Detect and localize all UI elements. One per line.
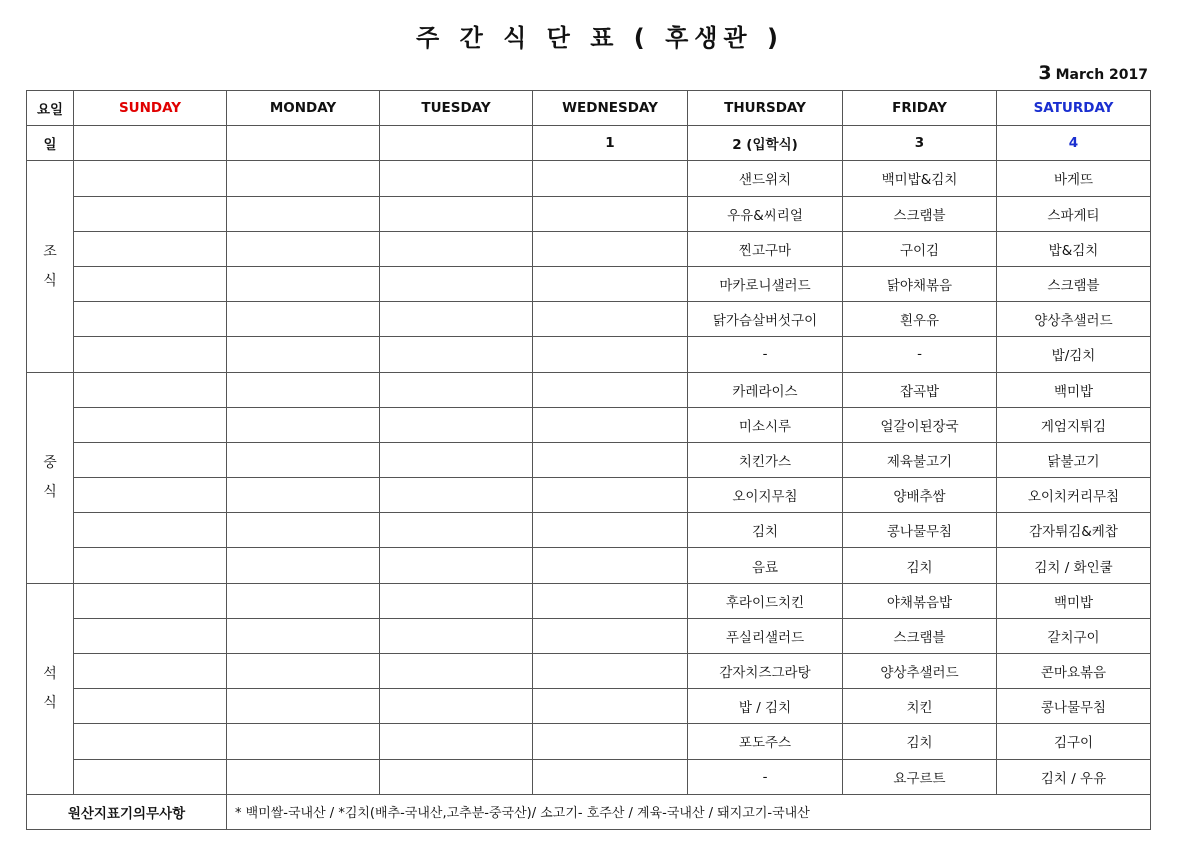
menu-item-cell: [380, 724, 533, 759]
day-saturday: SATURDAY: [997, 91, 1151, 126]
menu-item-cell: 치킨: [843, 689, 997, 724]
menu-item-cell: 양상추샐러드: [843, 654, 997, 689]
menu-item-cell: [74, 478, 227, 513]
menu-item-cell: 밥/김치: [997, 337, 1151, 372]
lunch-row: [27, 513, 1151, 548]
menu-item-cell: [533, 442, 688, 477]
menu-date: [1038, 62, 1148, 84]
menu-item-cell: 백미밥: [997, 372, 1151, 407]
menu-item-cell: [380, 548, 533, 583]
menu-item-cell: [227, 407, 380, 442]
menu-item-cell: [380, 478, 533, 513]
menu-item-cell: [533, 266, 688, 301]
meal-label-top: 조: [43, 243, 57, 260]
dinner-row: [27, 724, 1151, 759]
dinner-row: [27, 654, 1151, 689]
menu-item-cell: [227, 724, 380, 759]
menu-item-cell: [380, 231, 533, 266]
menu-item-cell: [74, 759, 227, 794]
menu-item-cell: [227, 302, 380, 337]
dinner-label: [27, 583, 74, 794]
menu-item-cell: [380, 442, 533, 477]
menu-item-cell: [74, 724, 227, 759]
breakfast-row: [27, 266, 1151, 301]
meal-label-bottom: 식: [43, 272, 57, 289]
meal-label-top: 석: [43, 666, 57, 683]
dinner-row: [27, 583, 1151, 618]
menu-item-cell: [380, 654, 533, 689]
date-cell: 4: [997, 126, 1151, 161]
lunch-row: [27, 372, 1151, 407]
menu-item-cell: 감자치즈그라탕: [688, 654, 843, 689]
menu-item-cell: [227, 372, 380, 407]
menu-item-cell: 야채볶음밥: [843, 583, 997, 618]
menu-item-cell: 김치 / 화인쿨: [997, 548, 1151, 583]
menu-item-cell: 샌드위치: [688, 161, 843, 196]
date-cell: [380, 126, 533, 161]
menu-item-cell: [227, 583, 380, 618]
menu-item-cell: [380, 583, 533, 618]
menu-item-cell: [74, 337, 227, 372]
menu-item-cell: 닭가슴살버섯구이: [688, 302, 843, 337]
date-day: 3: [1038, 62, 1052, 84]
menu-item-cell: 김치 / 우유: [997, 759, 1151, 794]
date-month-year: March 2017: [1055, 67, 1148, 83]
menu-item-cell: 밥&김치: [997, 231, 1151, 266]
menu-item-cell: -: [688, 337, 843, 372]
breakfast-row: [27, 231, 1151, 266]
menu-item-cell: 우유&씨리얼: [688, 196, 843, 231]
lunch-label: [27, 372, 74, 583]
menu-item-cell: 김치: [688, 513, 843, 548]
day-wednesday: WEDNESDAY: [533, 91, 688, 126]
lunch-row: [27, 548, 1151, 583]
page-title: 주 간 식 단 표 ( 후생관 ): [416, 24, 784, 52]
menu-item-cell: [227, 689, 380, 724]
menu-item-cell: 요구르트: [843, 759, 997, 794]
dinner-row: [27, 759, 1151, 794]
menu-item-cell: [227, 759, 380, 794]
menu-item-cell: [74, 583, 227, 618]
menu-item-cell: -: [688, 759, 843, 794]
menu-item-cell: [533, 372, 688, 407]
menu-item-cell: 바게뜨: [997, 161, 1151, 196]
menu-item-cell: [227, 161, 380, 196]
date-cell: 3: [843, 126, 997, 161]
menu-item-cell: [74, 654, 227, 689]
menu-item-cell: [380, 759, 533, 794]
menu-item-cell: 스파게티: [997, 196, 1151, 231]
menu-item-cell: 마카로니샐러드: [688, 266, 843, 301]
menu-item-cell: 콘마요볶음: [997, 654, 1151, 689]
menu-item-cell: 양배추쌈: [843, 478, 997, 513]
menu-item-cell: 포도주스: [688, 724, 843, 759]
date-cell: 1: [533, 126, 688, 161]
date-cell: [74, 126, 227, 161]
menu-item-cell: [74, 442, 227, 477]
menu-item-cell: [533, 724, 688, 759]
menu-item-cell: [533, 618, 688, 653]
menu-item-cell: [227, 513, 380, 548]
menu-item-cell: 닭야채볶음: [843, 266, 997, 301]
menu-item-cell: 콩나물무침: [843, 513, 997, 548]
day-friday: FRIDAY: [843, 91, 997, 126]
menu-item-cell: 김구이: [997, 724, 1151, 759]
menu-item-cell: [74, 266, 227, 301]
weekly-menu-table: [26, 90, 1151, 830]
menu-item-cell: 미소시루: [688, 407, 843, 442]
weekday-header-row: [27, 91, 1151, 126]
origin-footer-row: [27, 794, 1151, 829]
menu-item-cell: [533, 689, 688, 724]
origin-label: 원산지표기의무사항: [27, 794, 227, 829]
menu-item-cell: 스크램블: [997, 266, 1151, 301]
menu-item-cell: 양상추샐러드: [997, 302, 1151, 337]
menu-item-cell: [74, 548, 227, 583]
menu-item-cell: 김치: [843, 548, 997, 583]
menu-item-cell: [227, 478, 380, 513]
menu-item-cell: [533, 548, 688, 583]
menu-item-cell: 밥 / 김치: [688, 689, 843, 724]
menu-item-cell: 구이김: [843, 231, 997, 266]
menu-item-cell: 푸실리샐러드: [688, 618, 843, 653]
date-cell: 2 (입학식): [688, 126, 843, 161]
menu-item-cell: [227, 266, 380, 301]
lunch-row: [27, 407, 1151, 442]
menu-item-cell: 오이치커리무침: [997, 478, 1151, 513]
menu-item-cell: 찐고구마: [688, 231, 843, 266]
menu-item-cell: [533, 759, 688, 794]
breakfast-row: [27, 337, 1151, 372]
menu-item-cell: [74, 689, 227, 724]
date-cell: [227, 126, 380, 161]
menu-item-cell: [380, 513, 533, 548]
day-sunday: SUNDAY: [74, 91, 227, 126]
menu-item-cell: 얼갈이된장국: [843, 407, 997, 442]
menu-item-cell: 스크램블: [843, 196, 997, 231]
menu-item-cell: [380, 372, 533, 407]
menu-item-cell: 오이지무침: [688, 478, 843, 513]
menu-item-cell: [227, 231, 380, 266]
menu-item-cell: 제육불고기: [843, 442, 997, 477]
menu-item-cell: 백미밥: [997, 583, 1151, 618]
menu-item-cell: [74, 302, 227, 337]
menu-item-cell: [533, 478, 688, 513]
date-label: 일: [27, 126, 74, 161]
breakfast-row: [27, 196, 1151, 231]
lunch-row: [27, 442, 1151, 477]
origin-text: * 백미쌀-국내산 / *김치(배추-국내산,고추분-중국산)/ 소고기- 호주산 / 계육-국내산 / 돼지고기-국내산: [227, 794, 1151, 829]
menu-item-cell: [227, 196, 380, 231]
menu-item-cell: [74, 161, 227, 196]
menu-item-cell: 잡곡밥: [843, 372, 997, 407]
menu-item-cell: [380, 161, 533, 196]
menu-item-cell: [533, 196, 688, 231]
breakfast-label: [27, 161, 74, 372]
day-monday: MONDAY: [227, 91, 380, 126]
menu-item-cell: [380, 302, 533, 337]
menu-item-cell: [380, 618, 533, 653]
menu-item-cell: 백미밥&김치: [843, 161, 997, 196]
meal-label-bottom: 식: [43, 484, 57, 501]
menu-item-cell: 갈치구이: [997, 618, 1151, 653]
menu-item-cell: [74, 231, 227, 266]
date-row: [27, 126, 1151, 161]
menu-item-cell: [227, 442, 380, 477]
menu-item-cell: 감자튀김&케찹: [997, 513, 1151, 548]
menu-item-cell: [227, 548, 380, 583]
menu-item-cell: 후라이드치킨: [688, 583, 843, 618]
meal-label-bottom: 식: [43, 695, 57, 712]
menu-item-cell: [74, 372, 227, 407]
lunch-row: [27, 478, 1151, 513]
menu-item-cell: [533, 161, 688, 196]
weekday-label: 요일: [27, 91, 74, 126]
menu-item-cell: -: [843, 337, 997, 372]
menu-item-cell: [533, 654, 688, 689]
menu-item-cell: 닭불고기: [997, 442, 1151, 477]
menu-item-cell: 카레라이스: [688, 372, 843, 407]
menu-item-cell: [533, 513, 688, 548]
menu-item-cell: [74, 513, 227, 548]
dinner-row: [27, 689, 1151, 724]
menu-item-cell: 흰우유: [843, 302, 997, 337]
menu-item-cell: [74, 618, 227, 653]
menu-item-cell: 스크램블: [843, 618, 997, 653]
menu-item-cell: [533, 583, 688, 618]
menu-item-cell: [227, 337, 380, 372]
menu-item-cell: [74, 196, 227, 231]
menu-item-cell: 김치: [843, 724, 997, 759]
menu-item-cell: [380, 266, 533, 301]
dinner-row: [27, 618, 1151, 653]
menu-item-cell: 콩나물무침: [997, 689, 1151, 724]
menu-item-cell: [380, 196, 533, 231]
menu-item-cell: [227, 618, 380, 653]
day-thursday: THURSDAY: [688, 91, 843, 126]
menu-item-cell: [533, 337, 688, 372]
menu-item-cell: 음료: [688, 548, 843, 583]
menu-item-cell: [533, 231, 688, 266]
menu-item-cell: [380, 337, 533, 372]
menu-item-cell: [533, 407, 688, 442]
menu-item-cell: [380, 689, 533, 724]
menu-item-cell: 게엄지튀김: [997, 407, 1151, 442]
breakfast-row: [27, 161, 1151, 196]
menu-item-cell: [380, 407, 533, 442]
breakfast-row: [27, 302, 1151, 337]
meal-label-top: 중: [43, 455, 57, 472]
menu-item-cell: [533, 302, 688, 337]
menu-item-cell: [74, 407, 227, 442]
day-tuesday: TUESDAY: [380, 91, 533, 126]
menu-item-cell: 치킨가스: [688, 442, 843, 477]
menu-item-cell: [227, 654, 380, 689]
